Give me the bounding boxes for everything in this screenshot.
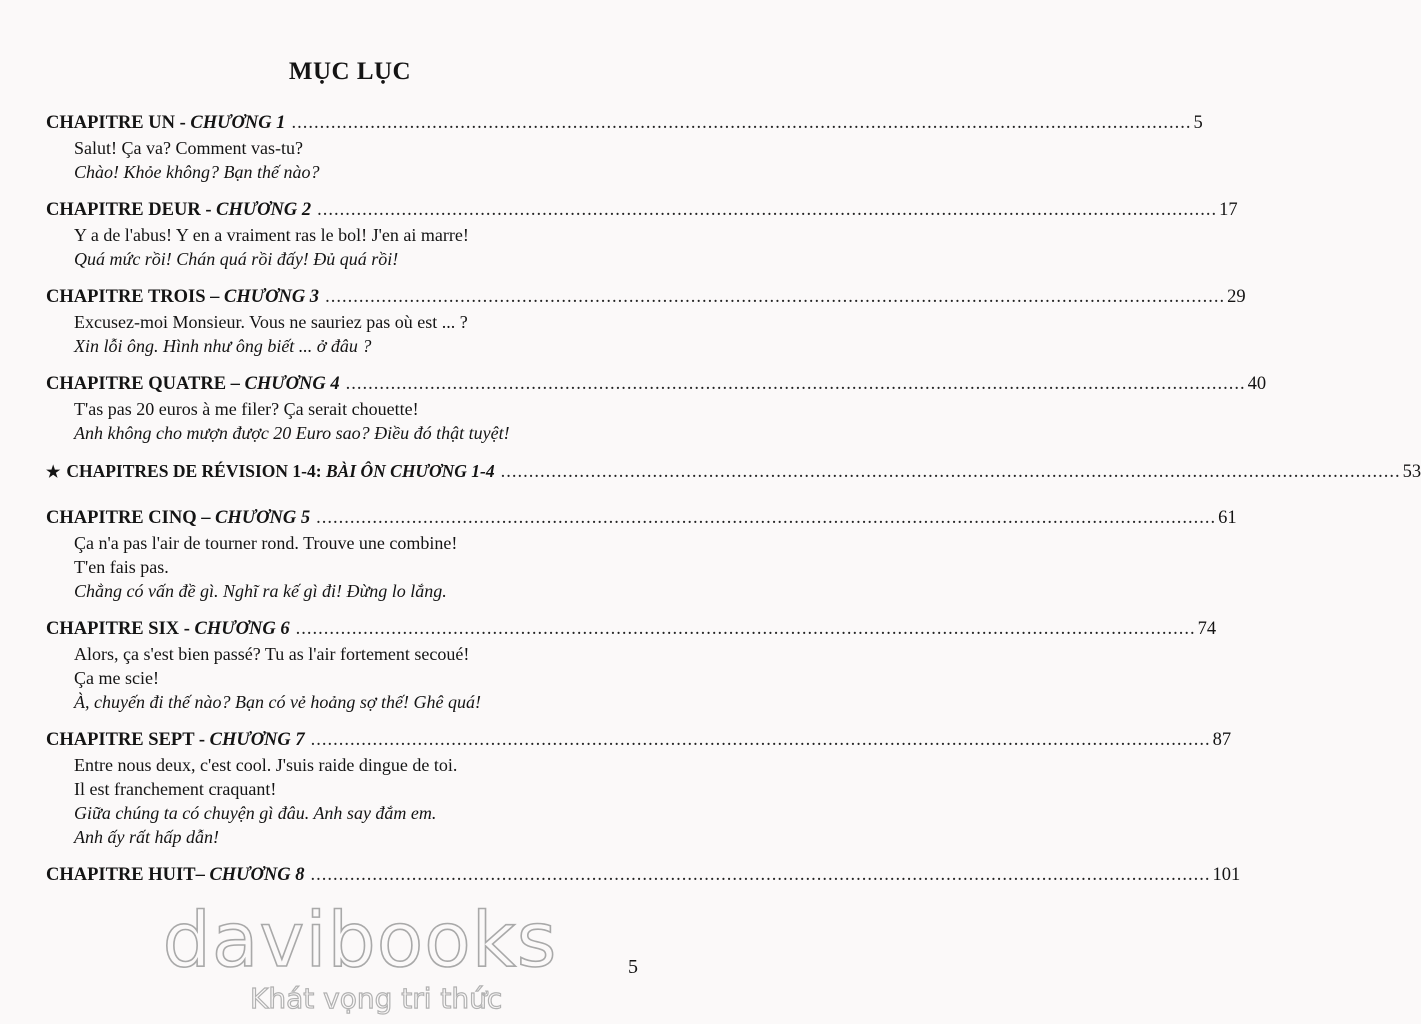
toc-entry <box>46 505 1237 603</box>
phrase-french: Salut! Ça va? Comment vas-tu? <box>74 138 303 158</box>
toc-entry-heading <box>46 197 1238 223</box>
dot-leader: ................................................................................................................................................................ <box>310 865 1211 885</box>
chapter-page-number: 87 <box>1212 730 1232 750</box>
chapter-page-number: 101 <box>1212 865 1241 885</box>
toc-entry-heading <box>46 371 1267 397</box>
chapter-title-vietnamese: CHƯƠNG 7 <box>209 730 305 750</box>
chapter-title-french: CHAPITRES DE RÉVISION 1-4: <box>66 461 326 481</box>
dot-leader: ................................................................................................................................................................ <box>291 113 1192 133</box>
watermark-logo: davibooks <box>162 895 558 984</box>
chapter-page-number: 40 <box>1247 374 1267 394</box>
chapter-title-vietnamese: CHƯƠNG 1 <box>190 113 286 133</box>
toc-entry-heading <box>46 616 1217 642</box>
dot-leader: ................................................................................................................................................................ <box>316 508 1217 528</box>
chapter-title-french: CHAPITRE UN - <box>46 113 191 133</box>
phrase-vietnamese: Xin lỗi ông. Hình như ông biết ... ở đâu ? <box>74 336 372 356</box>
chapter-page-number: 17 <box>1219 200 1238 220</box>
toc-entry <box>46 862 1241 888</box>
phrase-vietnamese: À, chuyến đi thế nào? Bạn có vẻ hoảng sợ thế! Ghê quá! <box>74 692 481 712</box>
chapter-title-vietnamese: CHƯƠNG 6 <box>194 619 290 639</box>
table-of-contents <box>46 110 1421 901</box>
toc-entry <box>46 110 1203 184</box>
chapter-title-french: CHAPITRE DEUR - <box>46 200 217 220</box>
phrase-french: Excusez-moi Monsieur. Vous ne sauriez pas où est ... ? <box>74 312 468 332</box>
chapter-title-vietnamese: CHƯƠNG 8 <box>209 865 305 885</box>
phrase-french: T'en fais pas. <box>74 557 169 577</box>
toc-entry-heading <box>46 110 1203 136</box>
phrase-vietnamese: Anh ấy rất hấp dẫn! <box>74 827 219 847</box>
dot-leader: ................................................................................................................................................................ <box>500 462 1401 482</box>
toc-entry <box>46 284 1246 358</box>
phrase-french: Alors, ça s'est bien passé? Tu as l'air fortement secoué! <box>74 644 470 664</box>
phrase-french: Entre nous deux, c'est cool. J'suis raide dingue de toi. <box>74 755 458 775</box>
dot-leader: ................................................................................................................................................................ <box>295 619 1196 639</box>
phrase-vietnamese: Chào! Khỏe không? Bạn thế nào? <box>74 162 320 182</box>
phrase-french: T'as pas 20 euros à me filer? Ça serait chouette! <box>74 399 419 419</box>
chapter-page-number: 61 <box>1218 508 1237 528</box>
chapter-title-french: CHAPITRE SIX - <box>46 619 195 639</box>
chapter-title-vietnamese: CHƯƠNG 2 <box>216 200 312 220</box>
phrase-french: Ça me scie! <box>74 668 159 688</box>
star-icon: ★ <box>46 464 61 481</box>
chapter-title-french: CHAPITRE QUATRE – <box>46 374 245 394</box>
toc-entry-heading <box>46 505 1237 531</box>
dot-leader: ................................................................................................................................................................ <box>310 730 1211 750</box>
chapter-title-vietnamese: BÀI ÔN CHƯƠNG 1-4 <box>325 461 495 481</box>
chapter-page-number: 5 <box>1193 113 1203 133</box>
phrase-vietnamese: Chẳng có vấn đề gì. Nghĩ ra kế gì đi! Đừng lo lắng. <box>74 581 447 601</box>
phrase-french: Il est franchement craquant! <box>74 779 277 799</box>
toc-entry-heading <box>46 727 1232 753</box>
chapter-title-french: CHAPITRE TROIS – <box>46 287 225 307</box>
page-number: 5 <box>628 956 638 978</box>
chapter-page-number: 29 <box>1227 287 1246 307</box>
toc-entry <box>46 197 1238 271</box>
phrase-vietnamese: Anh không cho mượn được 20 Euro sao? Điều đó thật tuyệt! <box>74 423 510 443</box>
watermark-tagline: Khát vọng tri thức <box>250 982 503 1015</box>
toc-entry-heading <box>46 862 1241 888</box>
toc-entry-heading <box>46 458 1421 486</box>
dot-leader: ................................................................................................................................................................ <box>345 374 1246 394</box>
chapter-title-vietnamese: CHƯƠNG 3 <box>224 287 320 307</box>
toc-entry <box>46 616 1217 714</box>
phrase-french: Ça n'a pas l'air de tourner rond. Trouve une combine! <box>74 533 458 553</box>
chapter-title-french: CHAPITRE SEPT - <box>46 730 210 750</box>
phrase-french: Y a de l'abus! Y en a vraiment ras le bol! J'en ai marre! <box>74 225 469 245</box>
toc-entry-heading <box>46 284 1246 310</box>
chapter-title-vietnamese: CHƯƠNG 4 <box>244 374 340 394</box>
chapter-title-french: CHAPITRE HUIT– <box>46 865 210 885</box>
toc-entry <box>46 727 1232 849</box>
chapter-title-vietnamese: CHƯƠNG 5 <box>215 508 311 528</box>
phrase-vietnamese: Giữa chúng ta có chuyện gì đâu. Anh say đắm em. <box>74 803 437 823</box>
chapter-title-french: CHAPITRE CINQ – <box>46 508 216 528</box>
chapter-page-number: 74 <box>1197 619 1217 639</box>
dot-leader: ................................................................................................................................................................ <box>317 200 1218 220</box>
phrase-vietnamese: Quá mức rồi! Chán quá rồi đấy! Đủ quá rồi! <box>74 249 399 269</box>
page-title: MỤC LỤC <box>288 58 412 85</box>
chapter-page-number: 53 <box>1402 462 1421 482</box>
toc-entry <box>46 371 1267 445</box>
dot-leader: ................................................................................................................................................................ <box>325 287 1226 307</box>
toc-revision-entry <box>46 458 1421 486</box>
